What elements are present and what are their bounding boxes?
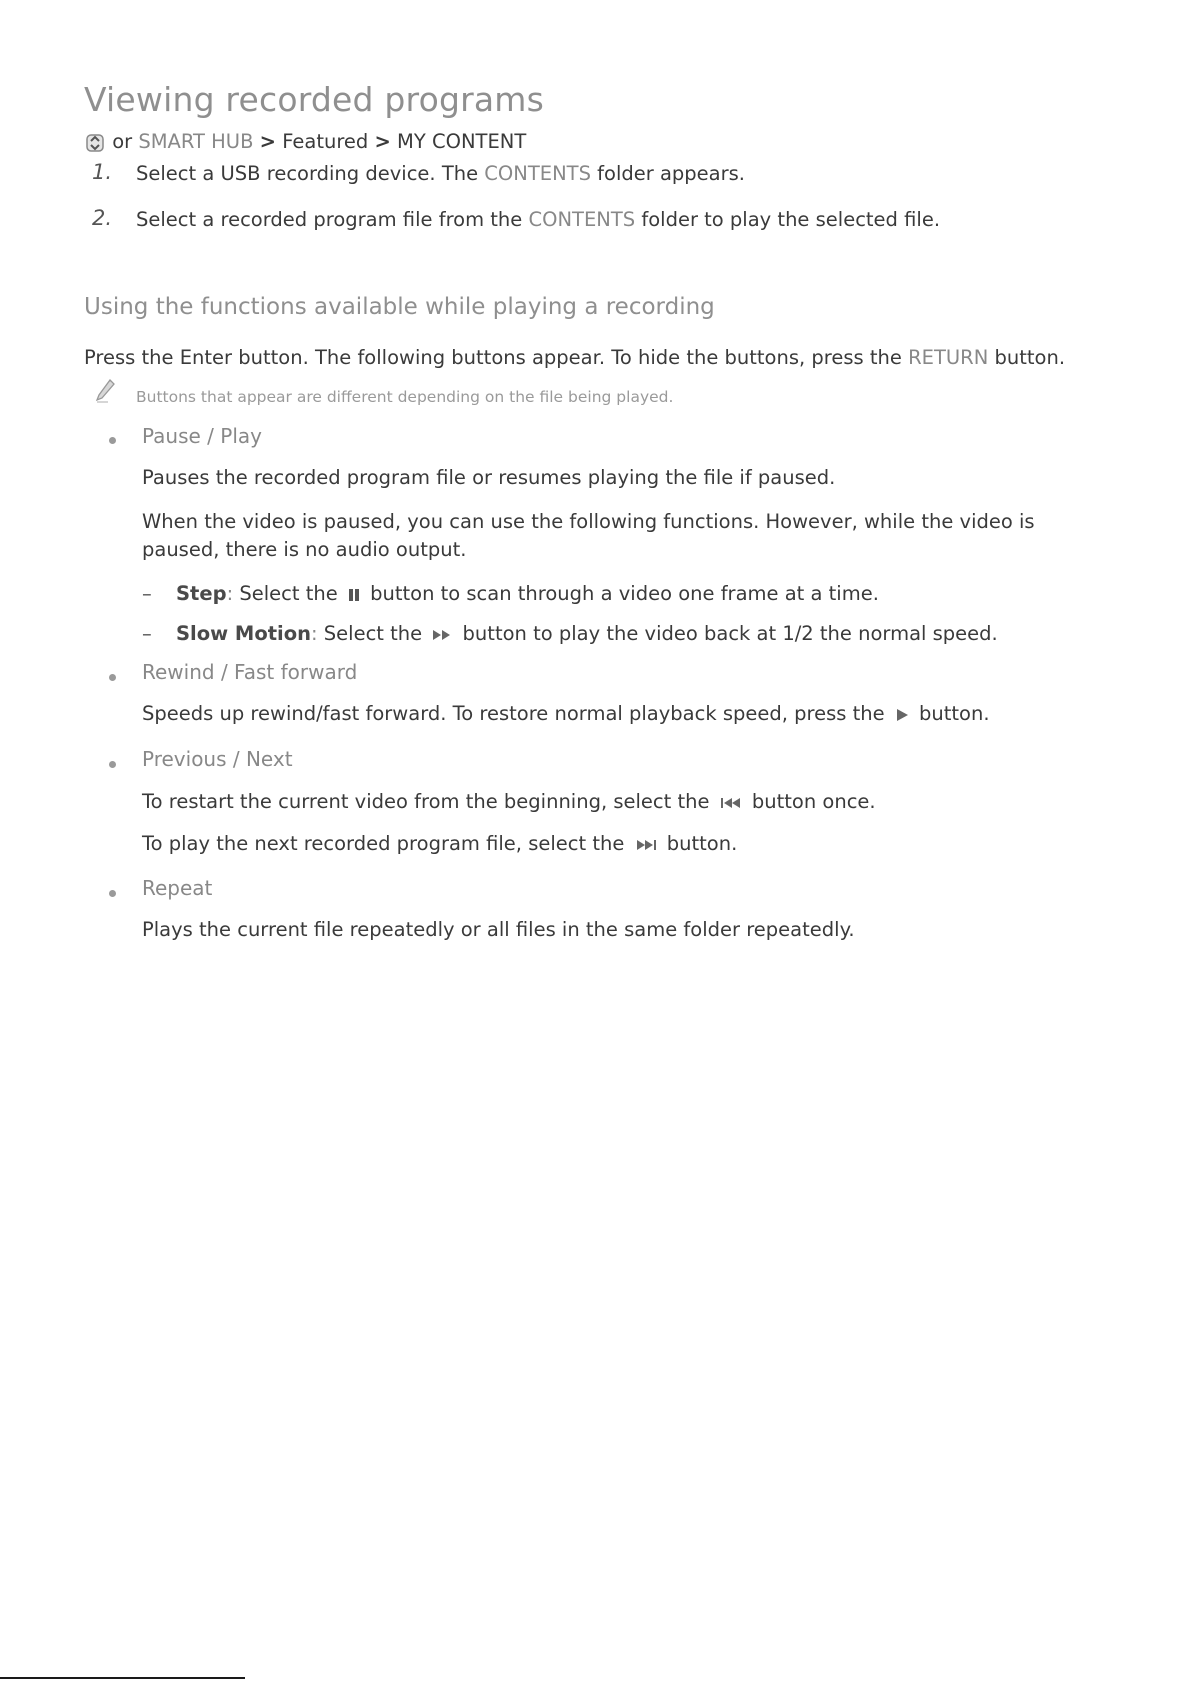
term-step: Step (176, 582, 227, 605)
page-title: Viewing recorded programs (84, 80, 545, 119)
intro-text-part: Press the Enter button. The following buttons appear. To hide the buttons, press the (84, 346, 909, 369)
intro-paragraph (84, 346, 1065, 369)
item-label-previous-next: Previous / Next (142, 747, 293, 771)
item-label-pause-play: Pause / Play (142, 424, 262, 448)
path-smart-hub: SMART HUB (138, 130, 254, 153)
contents-label: CONTENTS (484, 162, 591, 185)
desc-text-part: button once. (745, 790, 876, 813)
item-description (142, 702, 990, 725)
step-text-part: folder to play the selected file. (635, 208, 941, 231)
item-description (142, 832, 737, 855)
contents-label: CONTENTS (528, 208, 636, 231)
term-colon: : (311, 622, 318, 645)
path-separator: > (259, 130, 277, 153)
step-text-part: Select a recorded program file from the (136, 208, 529, 231)
dash-marker: – (142, 622, 152, 645)
item-description: paused, there is no audio output. (142, 538, 467, 561)
return-label: RETURN (908, 346, 989, 369)
pause-icon (347, 587, 361, 603)
bullet (109, 761, 116, 768)
item-description: Plays the current file repeatedly or all files in the same folder repeatedly. (142, 918, 855, 941)
desc-text-part: Speeds up rewind/fast forward. To restore normal playback speed, press the (142, 702, 891, 725)
bullet (109, 890, 116, 897)
bullet (109, 674, 116, 681)
item-label-rewind: Rewind / Fast forward (142, 660, 358, 684)
step-text (136, 208, 940, 231)
desc-text-part: To play the next recorded program file, select the (142, 832, 631, 855)
dash-marker: – (142, 582, 152, 605)
item-description (142, 790, 876, 813)
path-my-content: MY CONTENT (397, 130, 527, 153)
path-featured: Featured (282, 130, 369, 153)
term-slow-motion: Slow Motion (176, 622, 312, 645)
desc-text-part: button. (912, 702, 990, 725)
path-or: or (112, 130, 133, 153)
skip-previous-icon (719, 795, 743, 811)
menu-path (84, 130, 526, 154)
step-number: 1. (92, 160, 113, 184)
desc-text-part: button. (660, 832, 738, 855)
menu-remote-icon (84, 132, 106, 154)
bullet (109, 437, 116, 444)
sub-text-part: button to play the video back at 1/2 the normal speed. (456, 622, 998, 645)
item-description: Pauses the recorded program file or resumes playing the file if paused. (142, 466, 836, 489)
intro-text-part: button. (988, 346, 1066, 369)
fast-forward-icon (431, 627, 453, 643)
note-text: Buttons that appear are different depending on the file being played. (136, 388, 674, 406)
sub-text-part: Select the (233, 582, 344, 605)
step-number: 2. (92, 206, 113, 230)
sub-text-part: Select the (317, 622, 429, 645)
skip-next-icon (634, 837, 658, 853)
path-separator: > (374, 130, 391, 153)
sub-item-slow-motion (176, 622, 998, 645)
sub-text-part: button to scan through a video one frame at a time. (363, 582, 879, 605)
item-label-repeat: Repeat (142, 876, 213, 900)
footer-rule (0, 1677, 245, 1679)
section-subtitle: Using the functions available while playing a recording (84, 294, 715, 320)
play-icon (894, 707, 910, 723)
step-text-part: folder appears. (590, 162, 745, 185)
step-text (136, 162, 745, 185)
pencil-note-icon (94, 378, 116, 404)
desc-text-part: To restart the current video from the beginning, select the (142, 790, 716, 813)
step-text-part: Select a USB recording device. The (136, 162, 485, 185)
sub-item-step (176, 582, 879, 605)
item-description: When the video is paused, you can use the following functions. However, while the video is (142, 510, 1035, 533)
term-colon: : (226, 582, 234, 605)
